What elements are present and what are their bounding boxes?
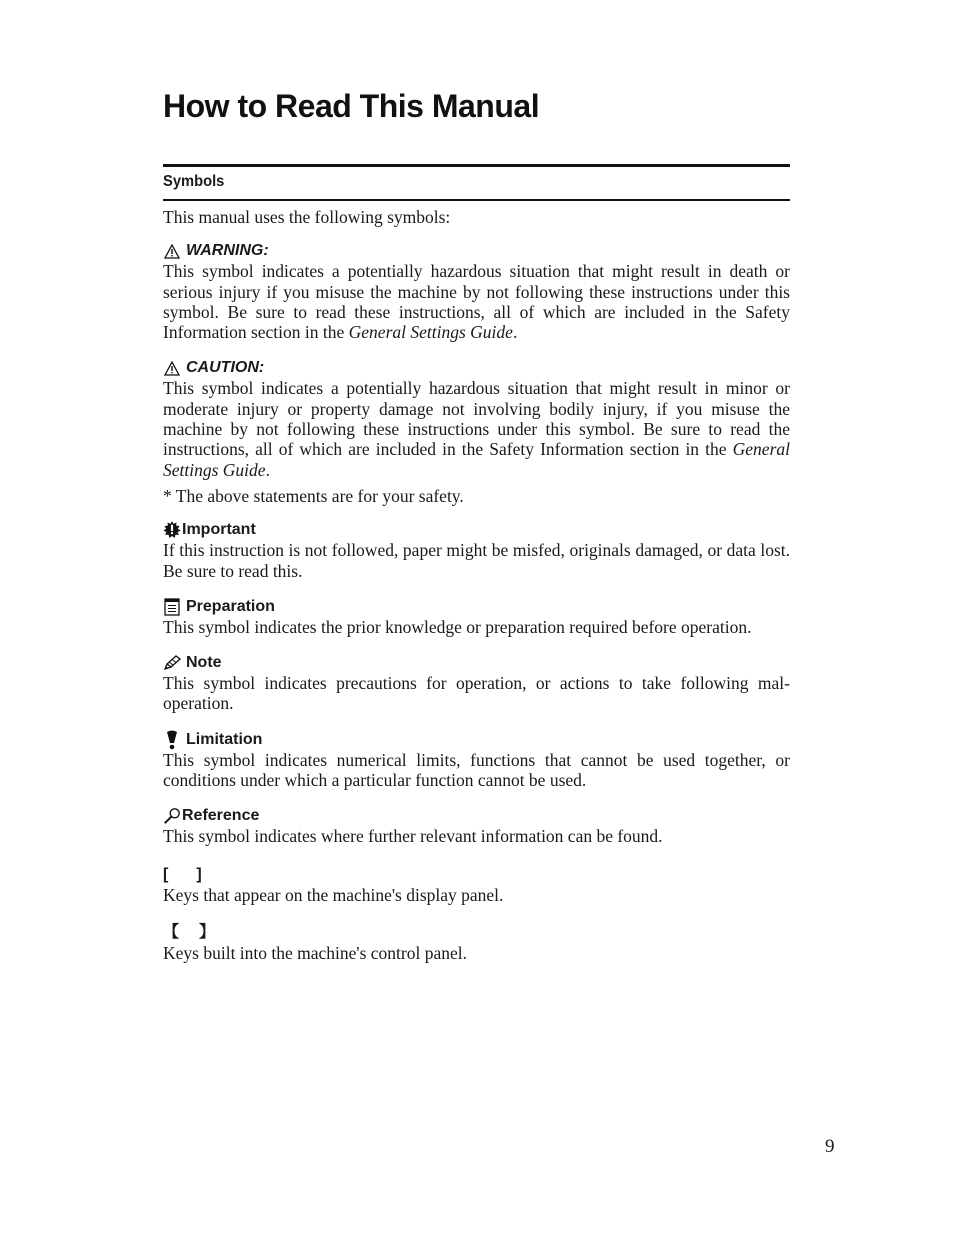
caution-text-end: . — [265, 459, 270, 480]
limitation-exclamation-icon — [163, 731, 181, 749]
control-key-close-bracket: 】 — [199, 923, 216, 941]
preparation-notepad-icon — [163, 598, 181, 616]
caution-heading — [163, 358, 790, 378]
limitation-heading — [163, 730, 790, 750]
reference-heading — [163, 806, 790, 826]
control-key-brackets — [163, 923, 790, 943]
important-label: Important — [182, 521, 256, 539]
caution-block — [163, 358, 790, 479]
display-key-brackets — [163, 865, 790, 885]
warning-triangle-icon — [163, 242, 181, 260]
display-key-close-bracket: ] — [196, 865, 202, 883]
warning-text-end: . — [512, 322, 518, 343]
safety-note: * The above statements are for your safety. — [163, 485, 464, 506]
section-header-bar — [163, 164, 790, 201]
display-key-open-bracket: [ — [163, 865, 169, 883]
reference-block — [163, 806, 790, 846]
caution-guide-title: General Settings Guide — [163, 439, 790, 480]
control-key-open-bracket: 【 — [163, 923, 180, 941]
section-title: Symbols — [163, 173, 225, 190]
reference-label: Reference — [182, 807, 260, 825]
control-keys-block — [163, 923, 790, 963]
caution-triangle-icon — [163, 359, 181, 377]
caution-label: CAUTION: — [186, 359, 265, 377]
warning-label: WARNING: — [186, 242, 269, 260]
preparation-text: This symbol indicates the prior knowledge or preparation required before operation. — [163, 616, 752, 637]
reference-magnifier-icon — [163, 807, 181, 825]
note-label: Note — [186, 654, 222, 672]
caution-text-main: This symbol indicates a potentially hazardous situation that might result in minor or moderate injury or property damage not involving bodily injury, if you misuse the machine by not following these instructions under this symbol. Be sure to read the instructions, all of which are included in the Safety Information section in the — [163, 378, 790, 460]
note-block — [163, 653, 790, 714]
display-keys-text: Keys that appear on the machine's display panel. — [163, 884, 504, 905]
preparation-label: Preparation — [186, 597, 275, 615]
reference-text: This symbol indicates where further relevant information can be found. — [163, 826, 663, 847]
control-keys-text: Keys built into the machine's control panel. — [163, 942, 467, 963]
note-text: This symbol indicates precautions for operation, or actions to take following mal-operation. — [163, 673, 790, 714]
important-heading — [163, 520, 790, 540]
important-block — [163, 520, 790, 581]
display-keys-block — [163, 865, 790, 905]
warning-text-main: This symbol indicates a potentially hazardous situation that might result in death or serious injury if you misuse the machine by not following these instructions under this symbol. Be sure to read these instructions, all of which are included in the Safety Information section in the — [163, 261, 790, 343]
preparation-block — [163, 597, 790, 637]
warning-block — [163, 241, 790, 342]
limitation-label: Limitation — [186, 730, 263, 748]
intro-text: This manual uses the following symbols: — [163, 207, 451, 227]
limitation-block — [163, 730, 790, 791]
warning-text — [163, 261, 790, 342]
page-number: 9 — [825, 1136, 835, 1157]
important-burst-icon — [163, 521, 181, 539]
caution-text — [163, 378, 790, 479]
note-pencil-icon — [163, 654, 181, 672]
important-text: If this instruction is not followed, paper might be misfed, originals damaged, or data lost. Be sure to read this. — [163, 540, 790, 581]
page-title: How to Read This Manual — [163, 88, 540, 124]
note-heading — [163, 653, 790, 673]
preparation-heading — [163, 597, 790, 617]
symbols-content — [163, 207, 790, 979]
warning-heading — [163, 241, 790, 261]
limitation-text: This symbol indicates numerical limits, functions that cannot be used together, or conditions under which a particular function cannot be used. — [163, 749, 790, 791]
warning-guide-title: General Settings Guide — [348, 322, 513, 343]
